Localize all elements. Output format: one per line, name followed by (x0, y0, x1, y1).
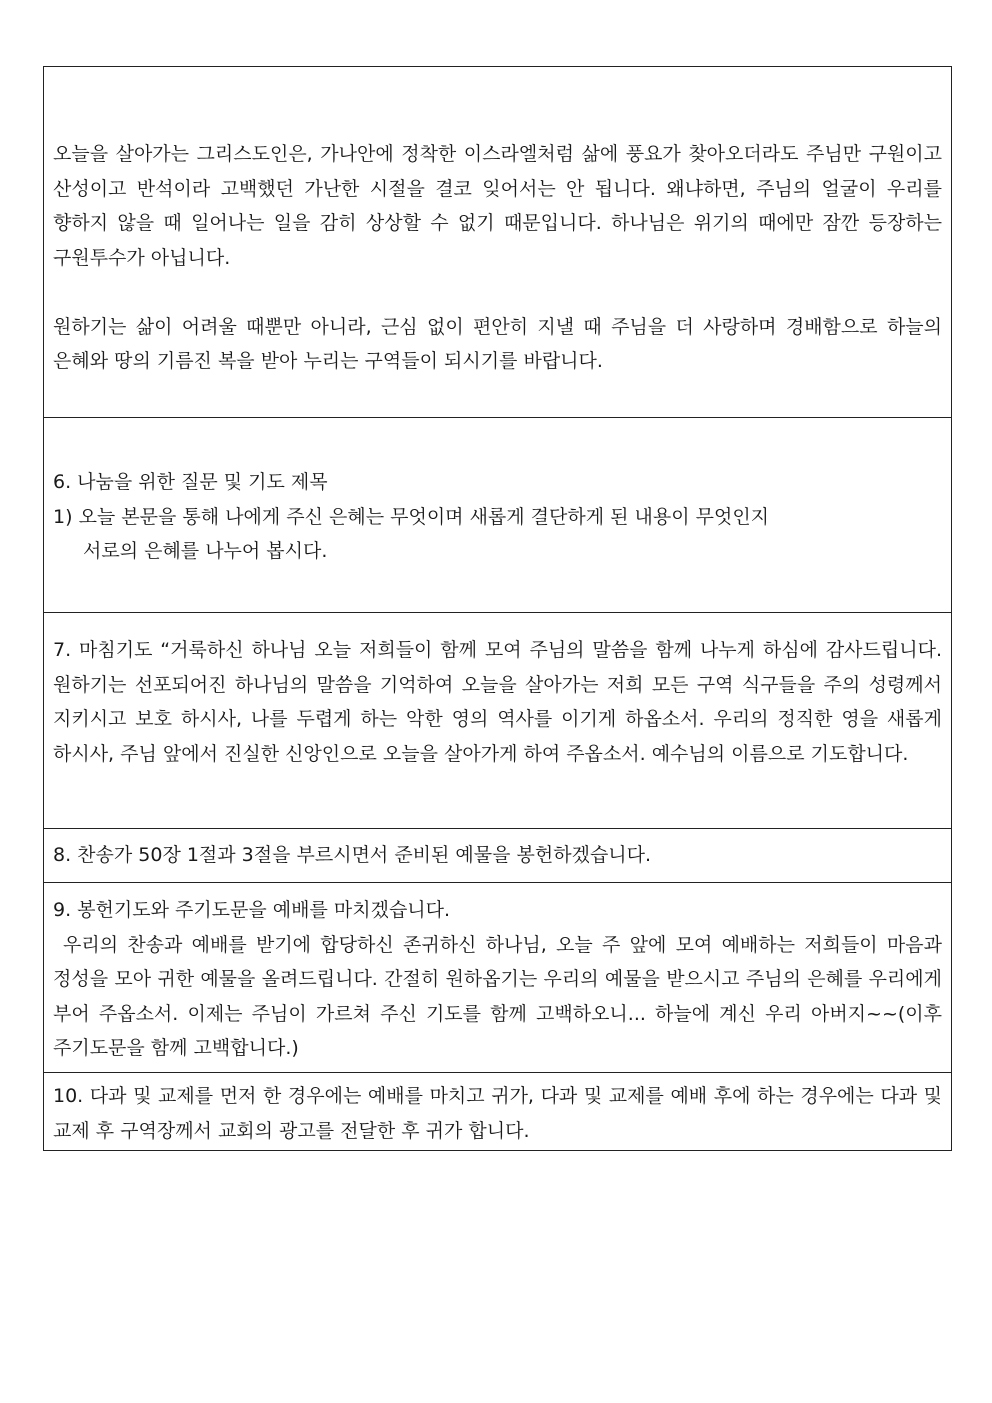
closing-prayer-text: 7. 마침기도 “거룩하신 하나님 오늘 저희들이 함께 모여 주님의 말씀을 함께 나누게 하심에 감사드립니다. 원하기는 선포되어진 하나님의 말씀을 기억하여 오늘을 살아가는 저희 모든 구역 식구들을 주의 성령께서 지키시고 보호 하시사, 나를 두렵게 하는 악한 영의 역사를 이기게 하옵소서. 우리의 정직한 영을 새롭게 하시사, 주님 앞에서 진실한 신앙인으로 오늘을 살아가게 하여 주옵소서. 예수님의 이름으로 기도합니다. (53, 639, 942, 765)
worship-order-table (43, 66, 952, 1151)
question-line-1: 오늘 본문을 통해 나에게 주신 은혜는 무엇이며 새롭게 결단하게 된 내용이 무엇인지 (78, 505, 770, 528)
hymn-cell (44, 829, 952, 883)
offering-prayer-heading: 9. 봉헌기도와 주기도문을 예배를 마치겠습니다. (53, 899, 451, 921)
hymn-row (44, 829, 952, 883)
offering-prayer-cell (44, 883, 952, 1073)
paragraph-spacer (53, 275, 942, 310)
sharing-row (44, 418, 952, 613)
reflection-paragraph-1: 오늘을 살아가는 그리스도인은, 가나안에 정착한 이스라엘처럼 삶에 풍요가 찾아오더라도 주님만 구원이고 산성이고 반석이라 고백했던 가난한 시절을 결코 잊어서는 안 됩니다. 왜냐하면, 주님의 얼굴이 우리를 향하지 않을 때 일어나는 일을 감히 상상할 수 없기 때문입니다. 하나님은 위기의 때에만 잠깐 등장하는 구원투수가 아닙니다. (53, 143, 942, 269)
sharing-cell (44, 418, 952, 613)
closing-reflection-row (44, 67, 952, 418)
question-line-2: 서로의 은혜를 나누어 봅시다. (83, 540, 328, 562)
closing-prayer-cell (44, 613, 952, 829)
question-number: 1) (53, 505, 73, 528)
fellowship-text: 10. 다과 및 교제를 먼저 한 경우에는 예배를 마치고 귀가, 다과 및 교제를 예배 후에 하는 경우에는 다과 및 교제 후 구역장께서 교회의 광고를 전달한 후 귀가 합니다. (53, 1085, 942, 1142)
sharing-heading: 6. 나눔을 위한 질문 및 기도 제목 (53, 471, 328, 493)
fellowship-row (44, 1073, 952, 1151)
closing-reflection-cell (44, 67, 952, 418)
hymn-text: 8. 찬송가 50장 1절과 3절을 부르시면서 준비된 예물을 봉헌하겠습니다. (53, 844, 652, 866)
fellowship-cell (44, 1073, 952, 1151)
sharing-question (53, 500, 942, 535)
offering-prayer-row (44, 883, 952, 1073)
closing-prayer-row (44, 613, 952, 829)
offering-prayer-body: 우리의 찬송과 예배를 받기에 합당하신 존귀하신 하나님, 오늘 주 앞에 모여 예배하는 저희들이 마음과 정성을 모아 귀한 예물을 올려드립니다. 간절히 원하옵기는 우리의 예물을 받으시고 주님의 은혜를 우리에게 부어 주옵소서. 이제는 주님이 가르쳐 주신 기도를 함께 고백하오니... 하늘에 계신 우리 아버지~~(이후 주기도문을 함께 고백합니다.) (53, 933, 942, 1059)
reflection-paragraph-2: 원하기는 삶이 어려울 때뿐만 아니라, 근심 없이 편안히 지낼 때 주님을 더 사랑하며 경배함으로 하늘의 은혜와 땅의 기름진 복을 받아 누리는 구역들이 되시기를 바랍니다. (53, 315, 942, 372)
